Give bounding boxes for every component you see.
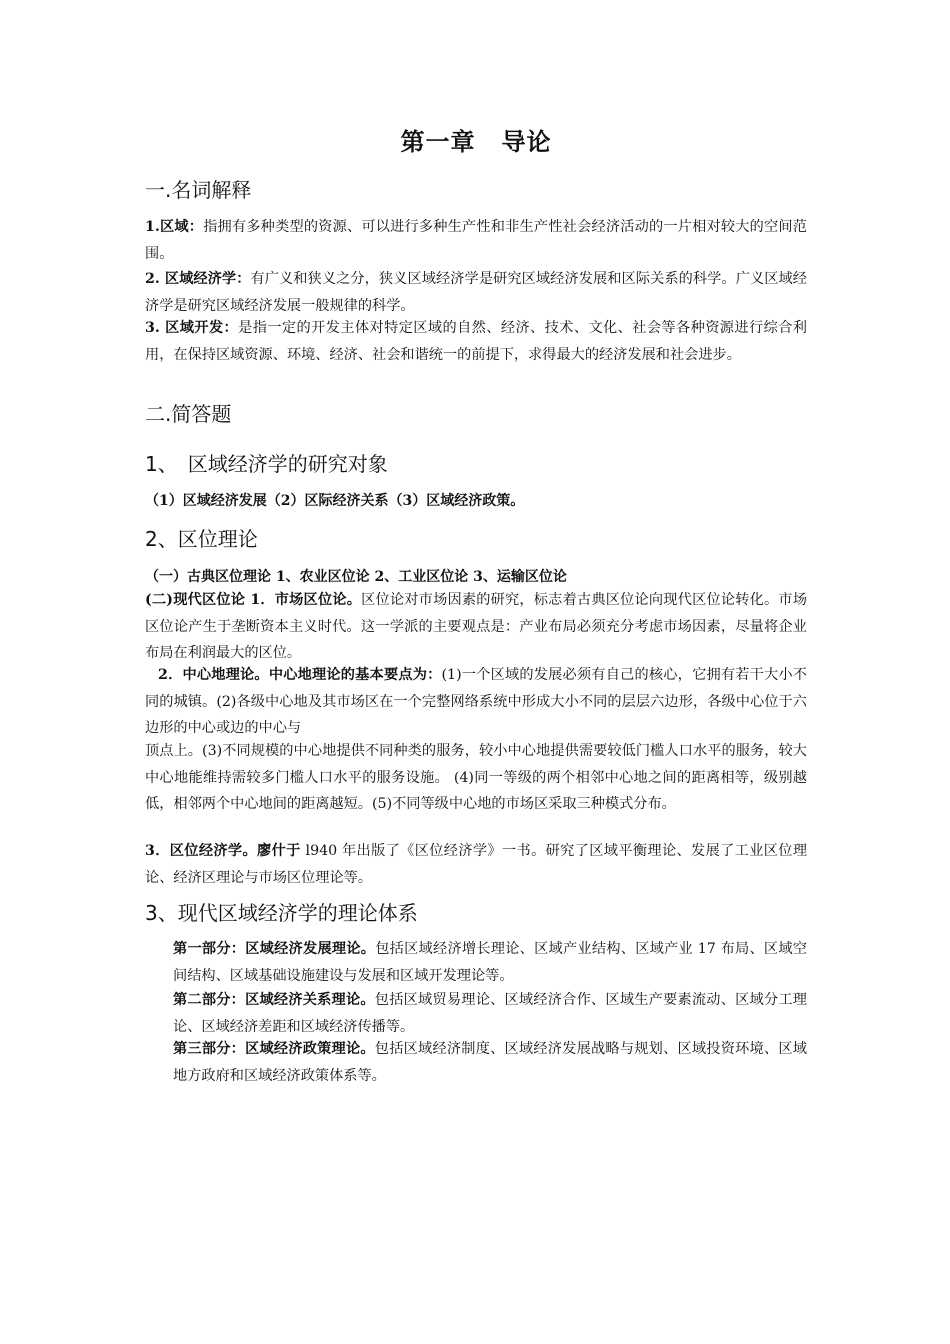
classic-location-theory: （一）古典区位理论 1、农业区位论 2、工业区位论 3、运输区位论 bbox=[145, 569, 567, 585]
chapter-name: 导论 bbox=[501, 128, 552, 156]
central-place-continued bbox=[145, 738, 807, 818]
location-economics-author: 廖什于 bbox=[257, 843, 301, 859]
modern-location-theory bbox=[145, 587, 807, 667]
question-1-answer: （1）区域经济发展（2）区际经济关系（3）区域经济政策。 bbox=[145, 493, 525, 509]
central-place-label: 2．中心地理论。中心地理论的基本要点为： bbox=[158, 667, 442, 683]
term-regional-development bbox=[145, 315, 807, 368]
theory-part-text: 包括区域经济制度、区域经济发展战略与规划、区域投资环境、区域地方政府和区域经济政策体系等。 bbox=[173, 1041, 807, 1084]
theory-part-label: 第二部分：区域经济关系理论。 bbox=[173, 992, 375, 1008]
chapter-number: 第一章 bbox=[400, 128, 476, 156]
question-3-heading: 3、现代区域经济学的理论体系 bbox=[145, 901, 418, 925]
chapter-title bbox=[145, 122, 807, 157]
theory-part-label: 第一部分：区域经济发展理论。 bbox=[173, 941, 376, 957]
modern-location-label: (二)现代区位论 bbox=[145, 592, 246, 608]
market-location-label: 1．市场区位论。 bbox=[245, 592, 362, 608]
theory-part-text: 包括区域经济增长理论、区域产业结构、区域产业 17 布局、区域空间结构、区域基础设施建设与发展和区域开发理论等。 bbox=[173, 941, 807, 984]
central-place-text-a: (1)一个区域的发展必须有自己的核心，它拥有若干大小不同的城镇。(2)各级中心地及其市场区在一个完整网络系统中形成大小不同的层层六边形，各级中心位于六边形的中心或边的中心与 bbox=[145, 667, 807, 736]
theory-part-3 bbox=[173, 1036, 807, 1089]
term-definition: 有广义和狭义之分，狭义区域经济学是研究区域经济发展和区际关系的科学。广义区域经济学是研究区域经济发展一般规律的科学。 bbox=[145, 271, 807, 314]
term-label: 2. 区域经济学： bbox=[145, 271, 251, 287]
theory-part-2 bbox=[173, 987, 807, 1040]
location-economics bbox=[145, 838, 807, 891]
section-heading-terms: 一.名词解释 bbox=[145, 178, 252, 202]
theory-part-text: 包括区域贸易理论、区域经济合作、区域生产要素流动、区域分工理论、区域经济差距和区域经济传播等。 bbox=[173, 992, 807, 1035]
theory-part-1 bbox=[173, 936, 807, 989]
term-regional-economics bbox=[145, 266, 807, 319]
term-definition: 是指一定的开发主体对特定区域的自然、经济、技术、文化、社会等各种资源进行综合利用，在保持区域资源、环境、经济、社会和谐统一的前提下，求得最大的经济发展和社会进步。 bbox=[145, 320, 807, 363]
term-label: 3. 区域开发： bbox=[145, 320, 239, 336]
term-region bbox=[145, 214, 807, 267]
question-1-heading: 1、 区域经济学的研究对象 bbox=[145, 452, 388, 476]
central-place-text-b: 顶点上。(3)不同规模的中心地提供不同种类的服务，较小中心地提供需要较低门槛人口水平的服务，较大中心地能维持需较多门槛人口水平的服务设施。 (4)同一等级的两个相邻中心地之间的距离相等，级别越低，相邻两个中心地间的距离越短。(5)不同等级中心地的市场区采取三种模式分布。 bbox=[145, 743, 807, 812]
question-2-heading: 2、区位理论 bbox=[145, 527, 258, 551]
theory-part-label: 第三部分：区域经济政策理论。 bbox=[173, 1041, 375, 1057]
term-label: 1.区域： bbox=[145, 219, 204, 235]
section-heading-questions: 二.简答题 bbox=[145, 402, 232, 426]
location-economics-text: l940 年出版了《区位经济学》一书。研究了区域平衡理论、发展了工业区位理论、经济区理论与市场区位理论等。 bbox=[145, 843, 808, 886]
location-economics-label: 3．区位经济学。 bbox=[145, 843, 258, 859]
central-place-theory bbox=[145, 662, 807, 742]
market-location-text: 区位论对市场因素的研究，标志着古典区位论向现代区位论转化。市场区位论产生于垄断资本主义时代。这一学派的主要观点是：产业布局必须充分考虑市场因素，尽量将企业布局在利润最大的区位。 bbox=[145, 592, 807, 661]
term-definition: 指拥有多种类型的资源、可以进行多种生产性和非生产性社会经济活动的一片相对较大的空间范围。 bbox=[145, 219, 807, 262]
